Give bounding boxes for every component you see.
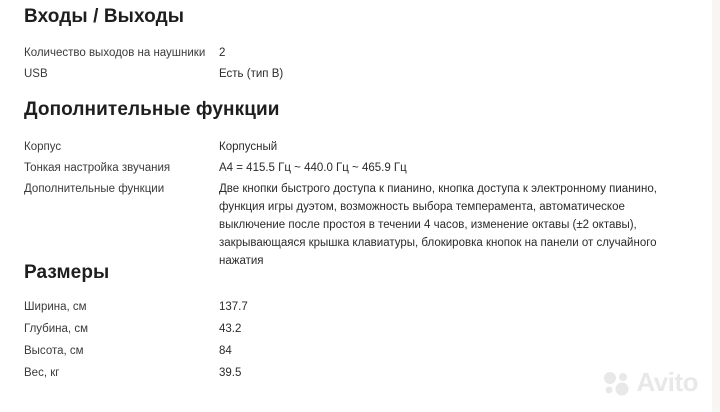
avito-watermark — [602, 367, 698, 398]
spec-value: Корпусный — [219, 141, 278, 153]
spec-value: 43.2 — [219, 323, 242, 335]
spec-value: A4 = 415.5 Гц ~ 440.0 Гц ~ 465.9 Гц — [219, 162, 407, 174]
spec-value: 137.7 — [219, 301, 248, 313]
spec-value: 39.5 — [219, 367, 242, 379]
spec-value: Две кнопки быстрого доступа к пианино, кнопка доступа к электронному пианино, функция игры дуэтом, возможность выбора темперамента, автоматическое выключение после простоя в течении 4 часов, изменение октавы (±2 октавы), закрывающаяся крышка клавиатуры, блокировка кнопок на панели от случайного нажатия — [219, 183, 657, 267]
spec-label: Глубина, см — [24, 323, 88, 335]
spec-label: Тонкая настройка звучания — [24, 162, 171, 174]
section-title-additional: Дополнительные функции — [24, 99, 280, 120]
spec-value: 84 — [219, 345, 232, 357]
spec-label: Вес, кг — [24, 367, 60, 379]
avito-logo-icon — [602, 370, 632, 396]
spec-label: Корпус — [24, 141, 62, 153]
spec-label: Количество выходов на наушники — [24, 47, 206, 59]
spec-label: Ширина, см — [24, 301, 87, 313]
spec-label: Дополнительные функции — [24, 183, 165, 195]
spec-label: Высота, см — [24, 345, 84, 357]
spec-label: USB — [24, 68, 48, 80]
section-title-dimensions: Размеры — [24, 262, 110, 283]
page-edge — [712, 0, 720, 412]
section-title-io: Входы / Выходы — [24, 6, 185, 27]
spec-value: 2 — [219, 47, 226, 59]
watermark-text: Avito — [636, 367, 698, 397]
spec-value: Есть (тип B) — [219, 68, 284, 80]
